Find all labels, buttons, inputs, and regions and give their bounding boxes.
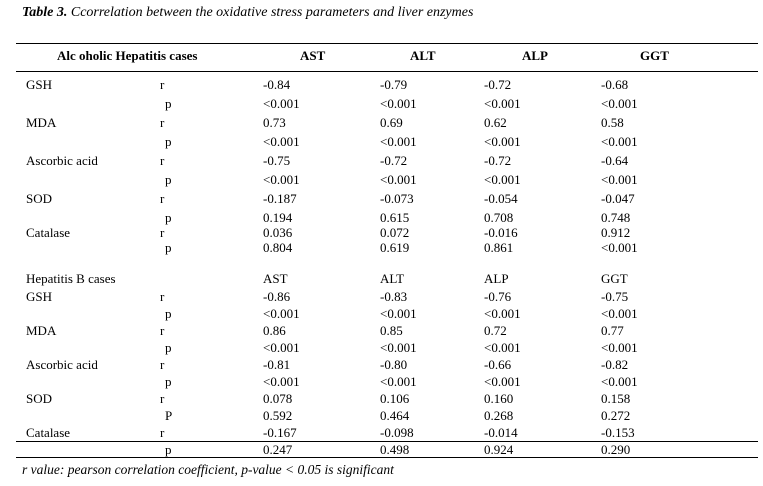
- section2-table-cell: 0.247: [263, 442, 293, 457]
- header-bottom-rule: [16, 71, 758, 72]
- section1-row-stat: p: [165, 210, 172, 225]
- section1-header-alt: ALT: [410, 48, 436, 63]
- section1-table-cell: 0.748: [601, 210, 631, 225]
- section2-table-cell: 0.078: [263, 391, 293, 406]
- section2-row-stat: r: [160, 425, 165, 440]
- section2-title: Hepatitis B cases: [26, 271, 116, 286]
- section1-table-cell: -0.72: [484, 77, 512, 92]
- section1-table-cell: <0.001: [380, 172, 417, 187]
- section2-row-stat: r: [160, 357, 165, 372]
- section1-row-stat: r: [160, 153, 165, 168]
- section1-row-stat: r: [160, 225, 165, 240]
- section2-table-cell: 0.268: [484, 408, 514, 423]
- section1-row-label: GSH: [26, 77, 53, 92]
- section1-table-cell: <0.001: [484, 134, 521, 149]
- section2-row-label: MDA: [26, 323, 57, 338]
- section1-row-label: Ascorbic acid: [26, 153, 98, 168]
- section1-table-cell: <0.001: [263, 96, 300, 111]
- section2-table-cell: 0.85: [380, 323, 403, 338]
- section2-table-cell: -0.81: [263, 357, 291, 372]
- section1-table-cell: 0.912: [601, 225, 631, 240]
- section1-row-stat: p: [165, 96, 172, 111]
- section1-table-cell: <0.001: [263, 134, 300, 149]
- section2-table-cell: 0.464: [380, 408, 410, 423]
- section1-table-cell: 0.708: [484, 210, 514, 225]
- section1-row-label: Catalase: [26, 225, 71, 240]
- section2-table-cell: <0.001: [484, 374, 521, 389]
- section1-table-cell: 0.58: [601, 115, 624, 130]
- section1-row-stat: r: [160, 77, 165, 92]
- section2-table-cell: -0.153: [601, 425, 635, 440]
- section1-table-cell: 0.62: [484, 115, 507, 130]
- section2-row-label: Catalase: [26, 425, 71, 440]
- section2-row-label: SOD: [26, 391, 53, 406]
- section1-table-cell: <0.001: [380, 134, 417, 149]
- section2-table-cell: -0.014: [484, 425, 518, 440]
- section2-row-stat: p: [165, 306, 172, 321]
- section1-header-ggt: GGT: [640, 48, 669, 63]
- section2-table-cell: -0.167: [263, 425, 297, 440]
- section1-table-cell: 0.194: [263, 210, 293, 225]
- section2-header-ggt: GGT: [601, 271, 628, 286]
- section1-table-cell: -0.72: [484, 153, 512, 168]
- table-caption: [22, 5, 473, 21]
- section1-table-cell: 0.615: [380, 210, 410, 225]
- section1-table-cell: <0.001: [601, 172, 638, 187]
- section1-table-cell: -0.84: [263, 77, 291, 92]
- section2-table-cell: <0.001: [380, 306, 417, 321]
- section2-table-cell: -0.86: [263, 289, 291, 304]
- section2-table-cell: 0.290: [601, 442, 631, 457]
- section1-header-ast: AST: [300, 48, 326, 63]
- section1-table-cell: -0.79: [380, 77, 408, 92]
- section1-row-stat: p: [165, 134, 172, 149]
- section2-table-cell: 0.592: [263, 408, 293, 423]
- section2-row-label: Ascorbic acid: [26, 357, 98, 372]
- section2-table-cell: 0.77: [601, 323, 624, 338]
- section1-row-stat: r: [160, 115, 165, 130]
- section2-table-cell: 0.272: [601, 408, 631, 423]
- section1-row-label: SOD: [26, 191, 53, 206]
- table-footnote: r value: pearson correlation coefficient, p-value < 0.05 is significant: [22, 462, 394, 477]
- section1-table-cell: <0.001: [601, 240, 638, 255]
- section1-row-label: MDA: [26, 115, 57, 130]
- section2-table-cell: <0.001: [601, 340, 638, 355]
- section1-title: Alc oholic Hepatitis cases: [57, 48, 198, 63]
- section1-table-cell: 0.036: [263, 225, 293, 240]
- section2-row-stat: p: [165, 374, 172, 389]
- section1-table-cell: -0.016: [484, 225, 518, 240]
- section2-row-stat: p: [165, 442, 172, 457]
- section1-table-cell: -0.75: [263, 153, 291, 168]
- section2-table-cell: <0.001: [380, 340, 417, 355]
- section1-table-cell: 0.73: [263, 115, 286, 130]
- section1-table-cell: <0.001: [601, 134, 638, 149]
- section2-table-cell: <0.001: [263, 340, 300, 355]
- section2-row-stat: r: [160, 289, 165, 304]
- section2-header-alt: ALT: [380, 271, 405, 286]
- section1-table-cell: -0.047: [601, 191, 635, 206]
- section2-table-cell: <0.001: [601, 374, 638, 389]
- section1-table-cell: <0.001: [484, 96, 521, 111]
- section1-table-cell: <0.001: [484, 172, 521, 187]
- section2-table-cell: <0.001: [263, 306, 300, 321]
- section2-table-cell: <0.001: [601, 306, 638, 321]
- section1-row-stat: p: [165, 172, 172, 187]
- section1-table-cell: 0.619: [380, 240, 410, 255]
- section2-table-cell: <0.001: [263, 374, 300, 389]
- section1-row-stat: p: [165, 240, 172, 255]
- section2-row-stat: r: [160, 391, 165, 406]
- table-caption-label: Table 3.: [22, 5, 68, 20]
- section1-table-cell: 0.804: [263, 240, 293, 255]
- section2-header-alp: ALP: [484, 271, 509, 286]
- section1-table-cell: -0.054: [484, 191, 518, 206]
- section2-table-cell: 0.106: [380, 391, 410, 406]
- section2-table-cell: <0.001: [484, 306, 521, 321]
- section1-table-cell: -0.68: [601, 77, 629, 92]
- section1-table-cell: <0.001: [263, 172, 300, 187]
- section2-row-label: GSH: [26, 289, 53, 304]
- section2-table-cell: -0.75: [601, 289, 629, 304]
- table-bottom-rule: [16, 457, 758, 458]
- section2-table-cell: 0.72: [484, 323, 507, 338]
- section2-table-cell: -0.82: [601, 357, 629, 372]
- section2-table-cell: 0.160: [484, 391, 514, 406]
- section2-table-cell: 0.924: [484, 442, 514, 457]
- section1-table-cell: -0.64: [601, 153, 629, 168]
- section2-table-cell: -0.66: [484, 357, 512, 372]
- table-caption-text: Ccorrelation between the oxidative stress parameters and liver enzymes: [67, 5, 474, 20]
- section2-row-stat: r: [160, 323, 165, 338]
- section1-table-cell: -0.073: [380, 191, 414, 206]
- section2-table-cell: -0.83: [380, 289, 408, 304]
- section2-header-ast: AST: [263, 271, 288, 286]
- section2-table-cell: 0.158: [601, 391, 631, 406]
- section2-table-cell: 0.498: [380, 442, 410, 457]
- section2-table-cell: -0.80: [380, 357, 408, 372]
- section1-table-cell: -0.187: [263, 191, 297, 206]
- section1-table-cell: 0.861: [484, 240, 514, 255]
- section1-header-alp: ALP: [522, 48, 548, 63]
- section2-table-cell: -0.098: [380, 425, 414, 440]
- section1-table-cell: <0.001: [601, 96, 638, 111]
- section2-row-stat: P: [165, 408, 173, 423]
- section1-row-stat: r: [160, 191, 165, 206]
- section2-table-cell: -0.76: [484, 289, 512, 304]
- section2-row-stat: p: [165, 340, 172, 355]
- section1-table-cell: 0.69: [380, 115, 403, 130]
- section2-table-cell: <0.001: [380, 374, 417, 389]
- table-top-rule: [16, 43, 758, 44]
- section1-table-cell: <0.001: [380, 96, 417, 111]
- section1-table-cell: -0.72: [380, 153, 408, 168]
- section2-table-cell: <0.001: [484, 340, 521, 355]
- section2-table-cell: 0.86: [263, 323, 286, 338]
- section1-table-cell: 0.072: [380, 225, 410, 240]
